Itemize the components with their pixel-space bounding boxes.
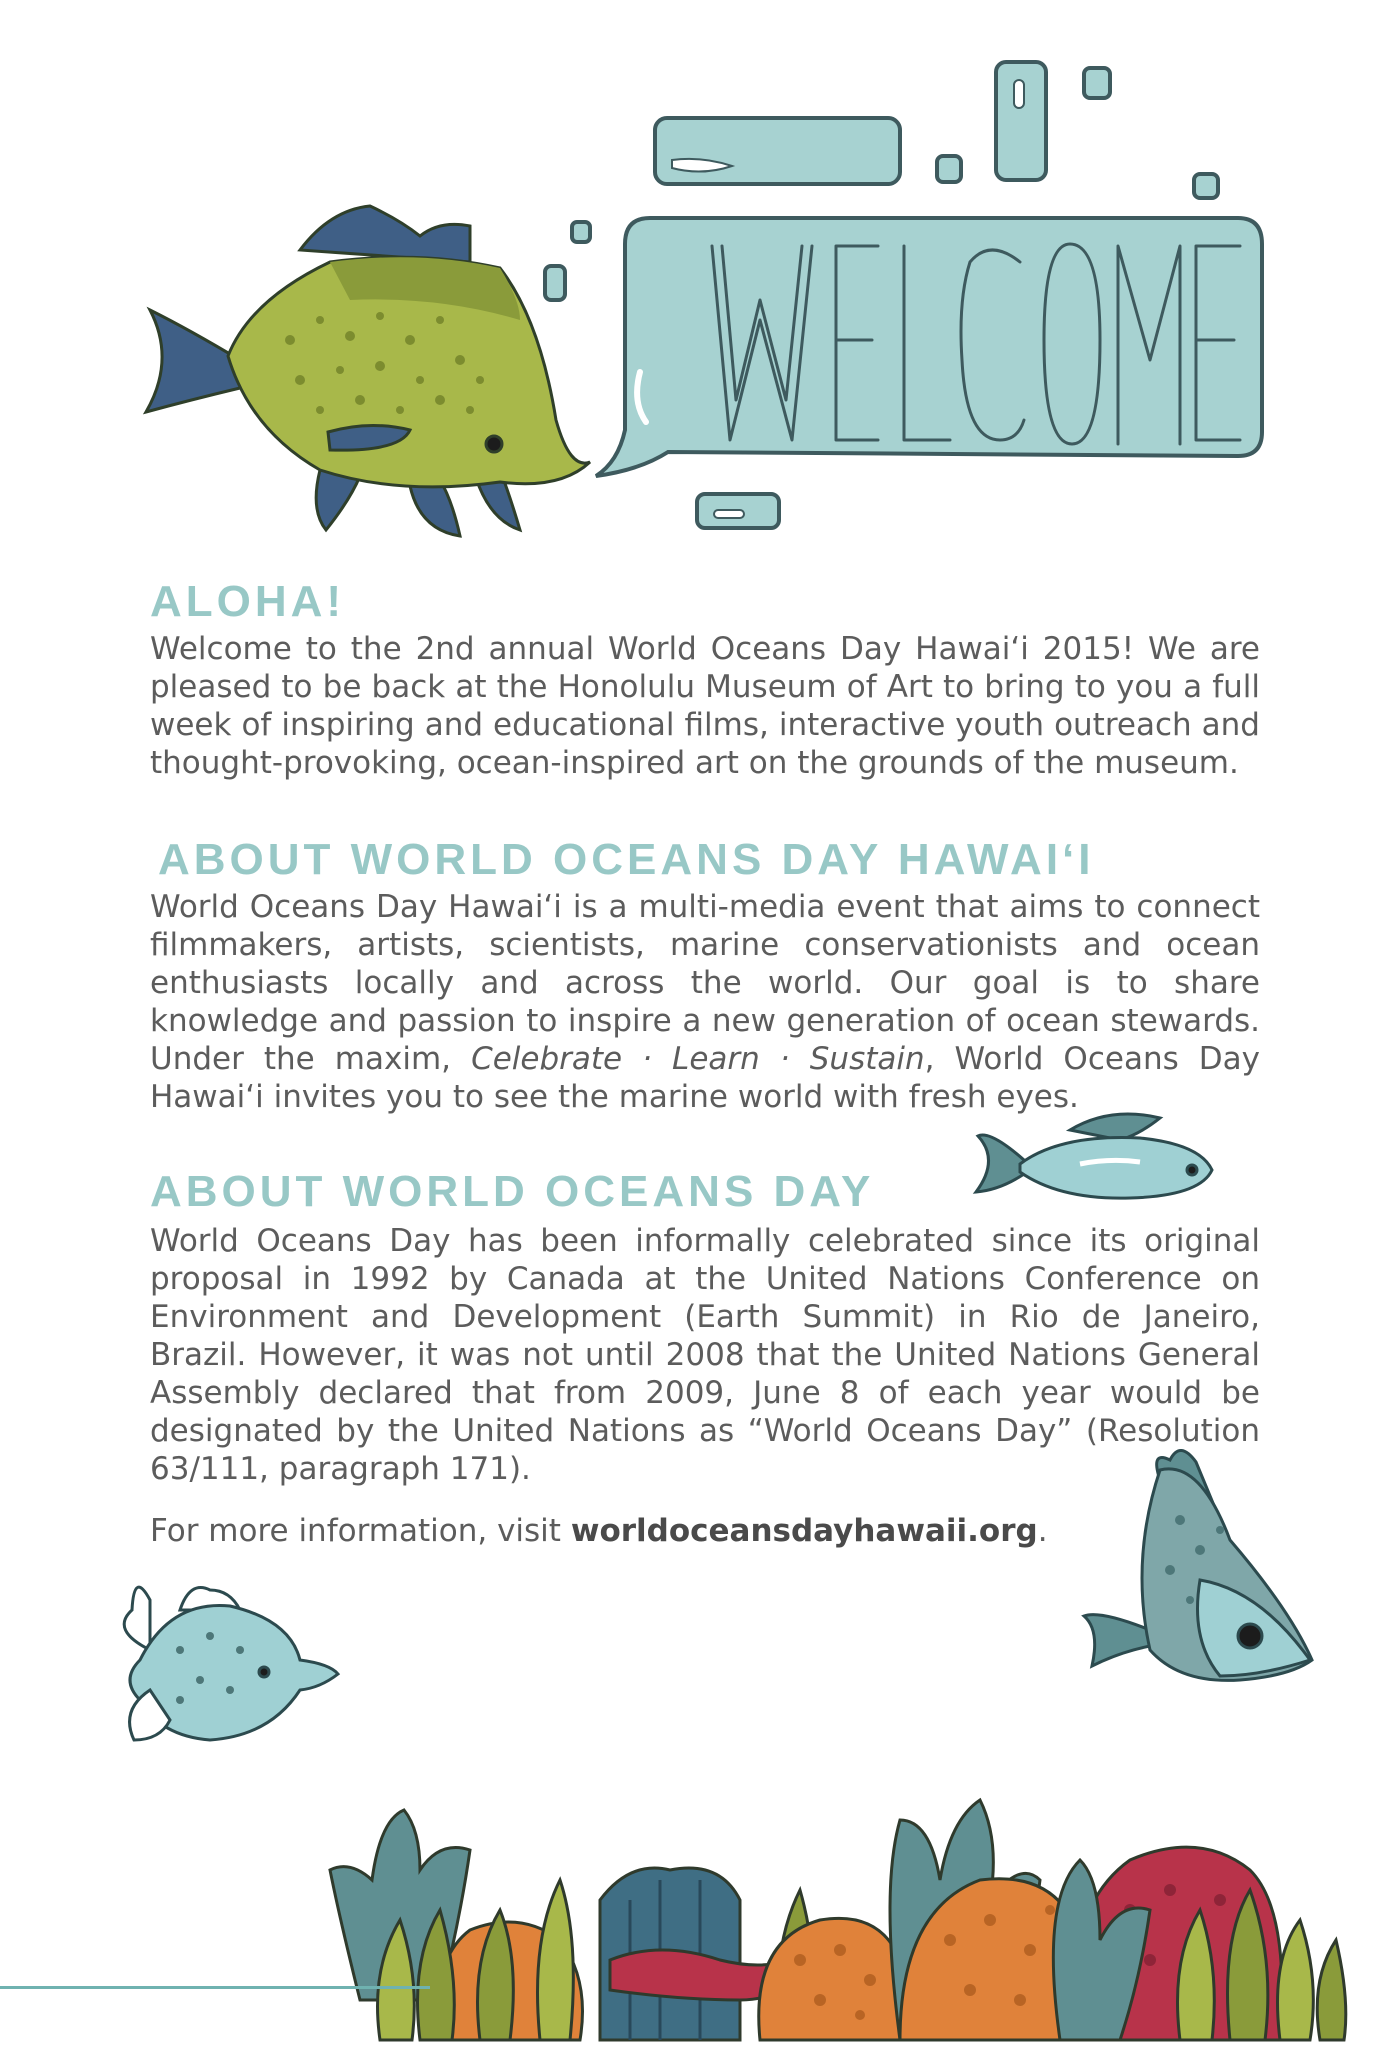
about-hawaii-body-part2: , World Oceans Day Hawai‘i invites you to see the marine world with fresh eyes. xyxy=(150,1041,1260,1115)
about-hawaii-body xyxy=(150,888,1260,1116)
welcome-sign xyxy=(596,218,1262,476)
maxim-text: Celebrate · Learn · Sustain xyxy=(471,1041,925,1077)
more-info-prefix: For more information, visit xyxy=(150,1513,571,1549)
aloha-heading: ALOHA! xyxy=(150,577,346,626)
coral-reef xyxy=(330,1800,1346,2040)
more-info-suffix: . xyxy=(1037,1513,1048,1549)
website-link[interactable]: worldoceansdayhawaii.org xyxy=(570,1513,1038,1549)
about-hawaii-heading: ABOUT WORLD OCEANS DAY HAWAI‘I xyxy=(158,835,1095,884)
welcome-illustration xyxy=(0,0,1381,580)
coral-reef-illustration xyxy=(0,1440,1381,2048)
about-wod-body: World Oceans Day has been informally celebrated since its original proposal in 1992 by Canada at the United Nations Conference on Environment and Development (Earth Summit) in Rio de Janeiro, Brazil. However, it was not until 2008 that the United Nations General Assembly declared that from 2009, June 8 of each year would be designated by the United Nations as “World Oceans Day” (Resolution 63/111, paragraph 171). xyxy=(150,1223,1260,1487)
green-fish-illustration xyxy=(146,206,590,536)
bottom-divider-line xyxy=(0,1986,430,1989)
about-wod-heading: ABOUT WORLD OCEANS DAY xyxy=(150,1167,875,1216)
about-hawaii-body-part1: World Oceans Day Hawai‘i is a multi-media event that aims to connect filmmakers, artists, scientists, marine conservationists and ocean enthusiasts locally and across the world. Our goal is to share knowledge and passion to inspire a new generation of ocean stewards. Under the maxim, xyxy=(150,889,1260,1077)
angelfish-illustration xyxy=(1084,1450,1312,1680)
aloha-body: Welcome to the 2nd annual World Oceans Day Hawai‘i 2015! We are pleased to be back at the Honolulu Museum of Art to bring to you a full week of inspiring and educational films, interactive youth outreach and thought-provoking, ocean-inspired art on the grounds of the museum. xyxy=(150,631,1260,781)
spotted-fish-illustration xyxy=(124,1587,338,1740)
small-blue-fish-illustration xyxy=(970,1100,1230,1220)
